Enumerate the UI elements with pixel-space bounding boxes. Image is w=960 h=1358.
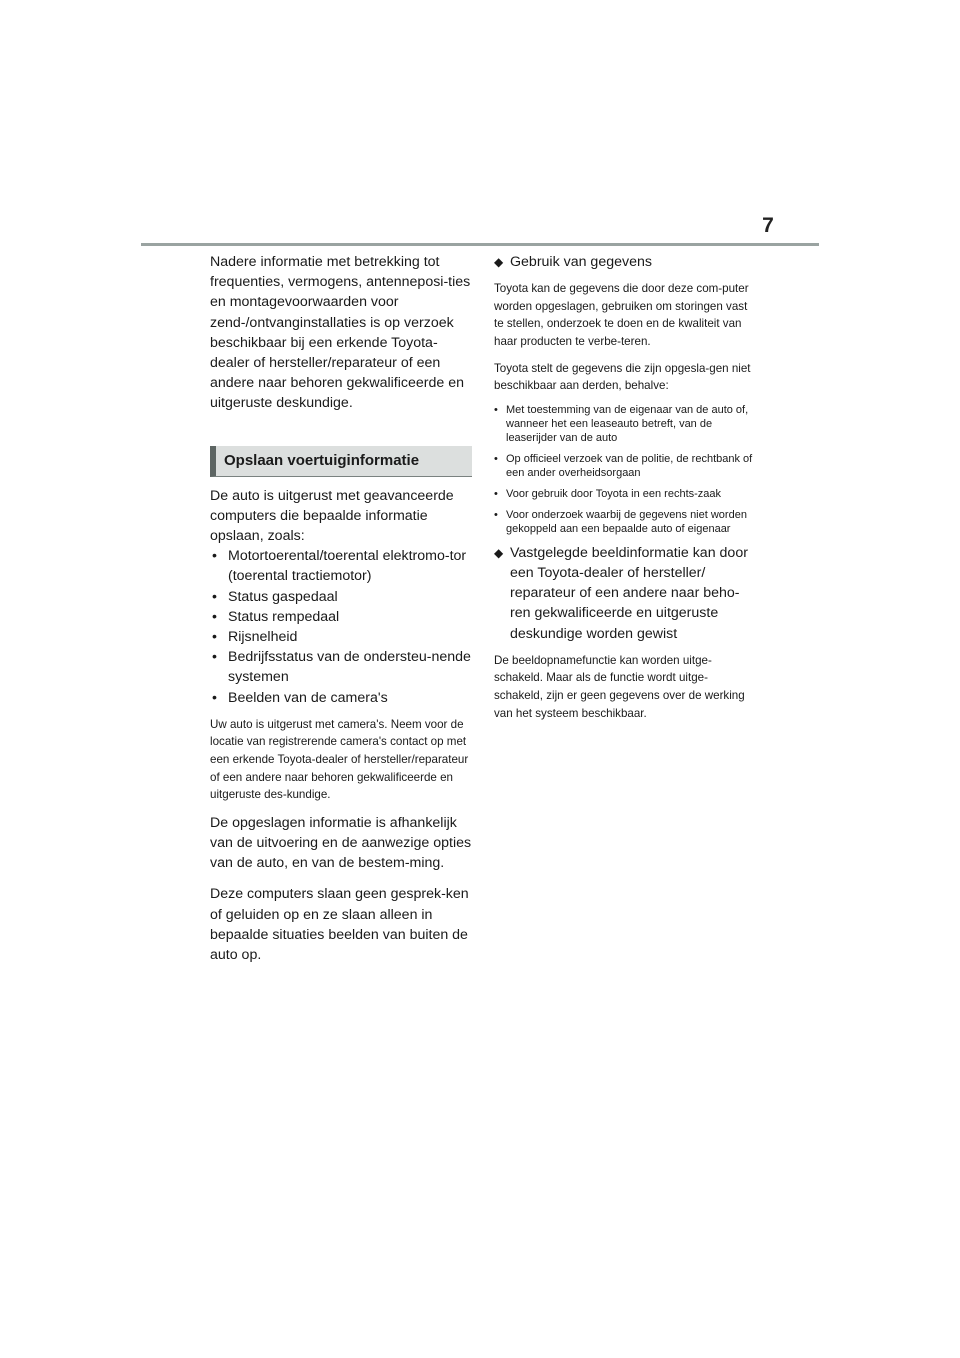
list-item: • Voor gebruik door Toyota in een rechts-zaak xyxy=(494,487,754,501)
list-item: • Beelden van de camera's xyxy=(210,688,472,708)
list-item: • Status rempedaal xyxy=(210,607,472,627)
section-heading-label: Opslaan voertuiginformatie xyxy=(224,452,420,470)
image-recording-paragraph: De beeldopnamefunctie kan worden uitge-schakeld. Maar als de functie wordt uitge-schakeld, zijn er geen gegevens over de werking van het systeem beschikbaar. xyxy=(494,653,745,720)
section-heading xyxy=(210,446,472,477)
list-item: • Op officieel verzoek van de politie, de rechtbank of een ander overheidsorgaan xyxy=(494,452,754,480)
camera-note: Uw auto is uitgerust met camera's. Neem voor de locatie van registrerende camera's contact op met een erkende Toyota-dealer of hersteller/reparateur of een andere naar behoren gekwalificeerde en uitgeruste des-kundige. xyxy=(210,717,469,802)
page-number: 7 xyxy=(762,214,774,237)
right-column xyxy=(494,252,754,722)
list-item: • Voor onderzoek waarbij de gegevens niet worden gekoppeld aan een bepaalde auto of eigenaar xyxy=(494,508,754,536)
diamond-bullet-icon: ◆ xyxy=(494,545,504,560)
intro-paragraph: Nadere informatie met betrekking tot frequenties, vermogens, antenneposi-ties en montagevoorwaarden voor zend-/ontvanginstallaties is op verzoek beschikbaar bij een erkende Toyota-dealer of hersteller/reparateur of een andere naar behoren gekwalificeerde en uitgeruste deskundige. xyxy=(210,254,471,412)
list-item: • Motortoerental/toerental elektromo-tor (toerental tractiemotor) xyxy=(210,546,472,586)
list-item: • Bedrijfsstatus van de ondersteu-nende systemen xyxy=(210,647,472,687)
header-rule xyxy=(141,243,819,246)
dependency-paragraph: De opgeslagen informatie is afhankelijk van de uitvoering en de aanwezige opties van de auto, en van de bestem-ming. xyxy=(210,814,472,872)
data-usage-heading xyxy=(494,252,754,272)
image-deletion-heading-label: Vastgelegde beeldinformatie kan door een Toyota-dealer of hersteller/ reparateur of een andere naar beho-ren gekwalificeerde en uitgeruste deskundige worden gewist xyxy=(510,544,748,642)
no-audio-paragraph: Deze computers slaan geen gesprek-ken of geluiden op en ze slaan alleen in bepaalde situaties beelden van buiten de auto op. xyxy=(210,886,469,964)
storage-paragraph: De auto is uitgerust met geavanceerde computers die bepaalde informatie opslaan, zoals: xyxy=(210,487,454,545)
list-item: • Rijsnelheid xyxy=(210,627,472,647)
data-usage-paragraph: Toyota kan de gegevens die door deze com-puter worden opgeslagen, gebruiken om storingen vast te stellen, onderzoek te doen en de kwaliteit van haar producten te verbe-teren. xyxy=(494,282,749,348)
stored-info-list xyxy=(210,546,472,708)
image-deletion-heading xyxy=(494,543,754,644)
list-item: • Met toestemming van de eigenaar van de auto of, wanneer het een leaseauto betreft, van de leaserijder van de auto xyxy=(494,403,754,445)
left-column xyxy=(210,252,472,965)
list-item: • Status gaspedaal xyxy=(210,587,472,607)
exceptions-list xyxy=(494,403,754,536)
data-usage-heading-label: Gebruik van gegevens xyxy=(510,254,652,270)
third-party-paragraph: Toyota stelt de gegevens die zijn opgesla-gen niet beschikbaar aan derden, behalve: xyxy=(494,361,751,393)
diamond-bullet-icon: ◆ xyxy=(494,255,504,269)
